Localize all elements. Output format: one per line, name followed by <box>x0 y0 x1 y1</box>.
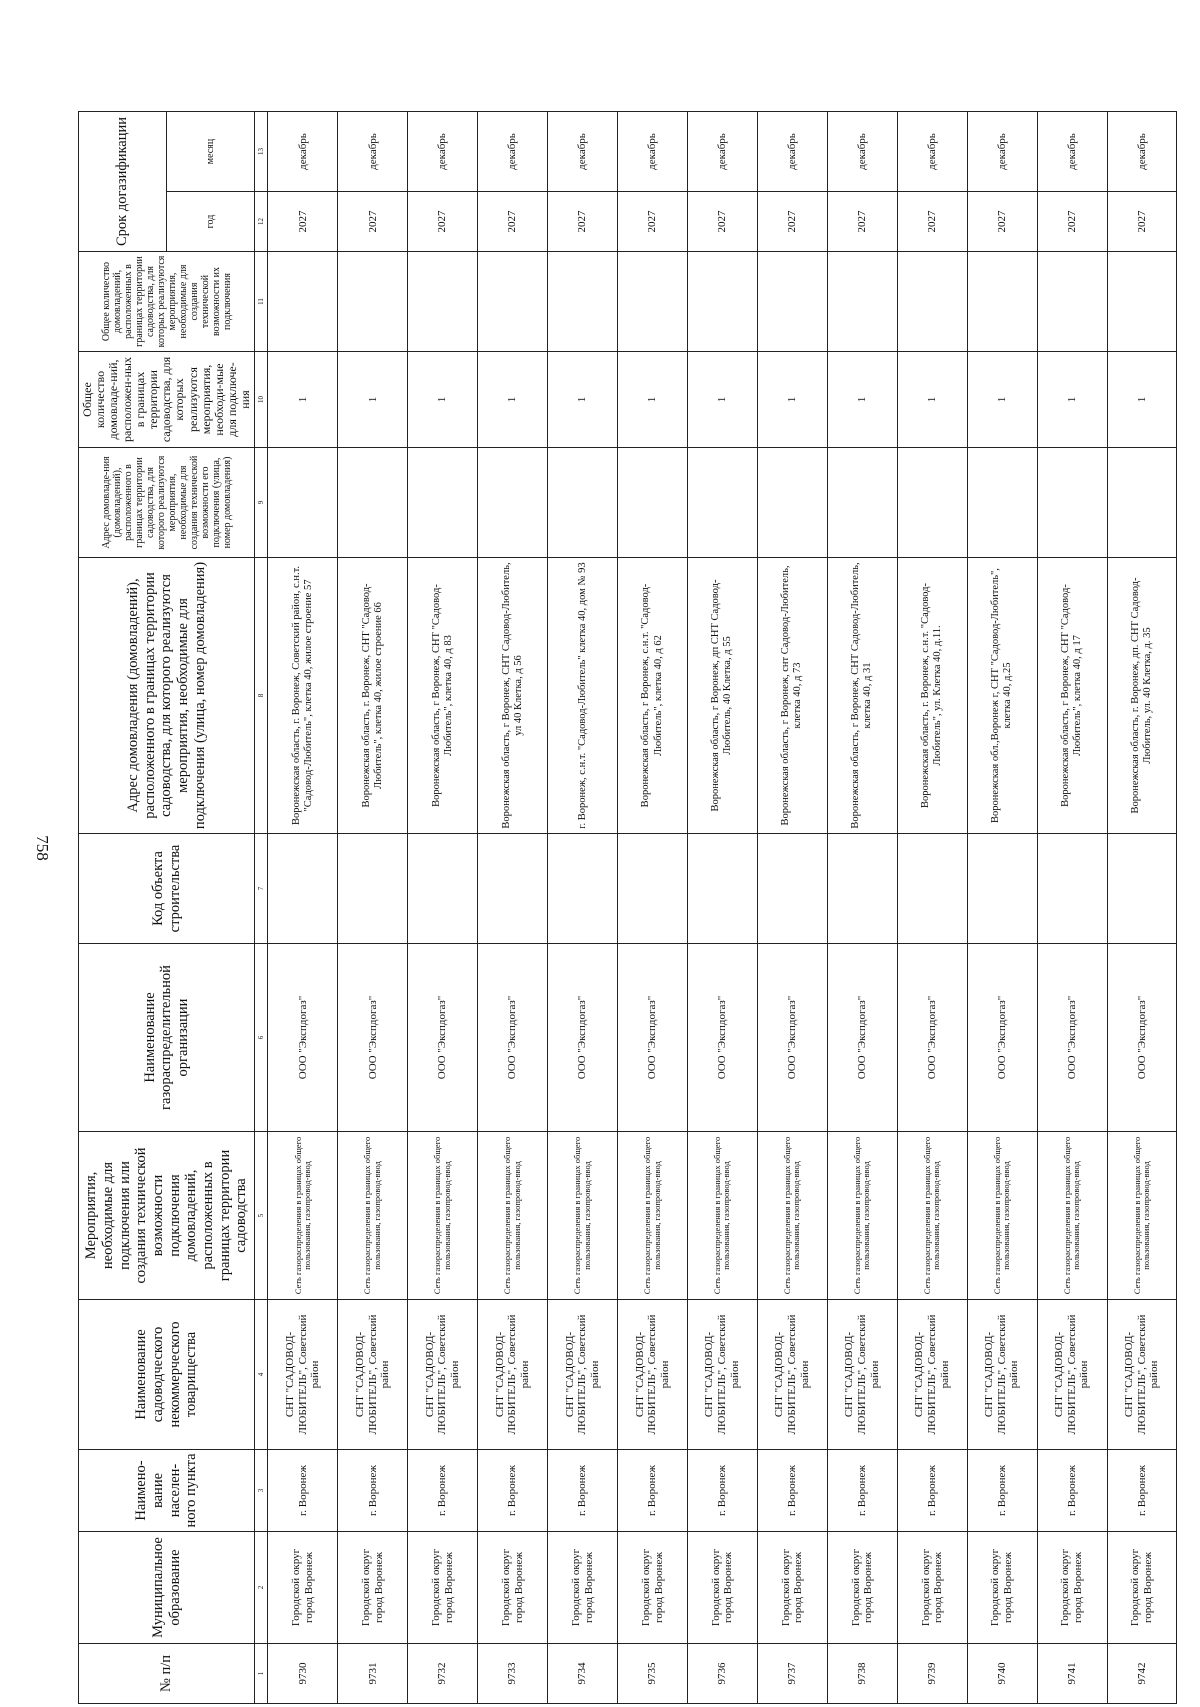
gasification-table <box>78 111 1177 1704</box>
header-settlement: Наимено-вание населен-ного пункта <box>79 1450 255 1532</box>
deadline-month: декабрь <box>338 111 408 191</box>
address-capability <box>1037 448 1107 558</box>
column-number: 1 <box>255 1644 268 1704</box>
column-number: 8 <box>255 558 268 834</box>
deadline-month: декабрь <box>1037 111 1107 191</box>
snt-name: СНТ "САДОВОД-ЛЮБИТЕЛЬ", Советский район <box>687 1300 757 1450</box>
settlement: г. Воронеж <box>897 1450 967 1532</box>
gas-org: ООО "Экспдогаз" <box>757 944 827 1132</box>
object-code <box>967 834 1037 944</box>
table-row <box>618 111 688 1703</box>
address-capability <box>408 448 478 558</box>
column-number: 13 <box>255 111 268 191</box>
row-number: 9732 <box>408 1644 478 1704</box>
settlement: г. Воронеж <box>478 1450 548 1532</box>
address-capability <box>897 448 967 558</box>
deadline-year: 2027 <box>408 192 478 252</box>
object-code <box>897 834 967 944</box>
municipality: Городской округ город Воронеж <box>478 1532 548 1644</box>
count-connection: 1 <box>1107 352 1177 448</box>
deadline-year: 2027 <box>827 192 897 252</box>
address-capability <box>478 448 548 558</box>
address-capability <box>827 448 897 558</box>
table-row <box>687 111 757 1703</box>
address-connection: Воронежская область, г. Воронеж, с.н.т. "Садовод-Любитель", ул. Клетка 40, д.11. <box>897 558 967 834</box>
deadline-month: декабрь <box>757 111 827 191</box>
municipality: Городской округ город Воронеж <box>338 1532 408 1644</box>
activities: Сеть газораспределения в границах общего пользования, газопровод-ввод <box>268 1132 338 1300</box>
header-activities: Мероприятия, необходимые для подключения или создания технической возможности подключения домовладений, расположенных в границах территории садоводства <box>79 1132 255 1300</box>
count-capability <box>268 252 338 352</box>
row-number: 9738 <box>827 1644 897 1704</box>
table-row <box>408 111 478 1703</box>
settlement: г. Воронеж <box>338 1450 408 1532</box>
snt-name: СНТ "САДОВОД-ЛЮБИТЕЛЬ", Советский район <box>757 1300 827 1450</box>
object-code <box>338 834 408 944</box>
row-number: 9736 <box>687 1644 757 1704</box>
row-number: 9730 <box>268 1644 338 1704</box>
deadline-month: декабрь <box>268 111 338 191</box>
deadline-year: 2027 <box>478 192 548 252</box>
count-capability <box>827 252 897 352</box>
gas-org: ООО "Экспдогаз" <box>827 944 897 1132</box>
count-connection: 1 <box>268 352 338 448</box>
row-number: 9740 <box>967 1644 1037 1704</box>
count-capability <box>338 252 408 352</box>
count-connection: 1 <box>548 352 618 448</box>
activities: Сеть газораспределения в границах общего пользования, газопровод-ввод <box>408 1132 478 1300</box>
snt-name: СНТ "САДОВОД-ЛЮБИТЕЛЬ", Советский район <box>268 1300 338 1450</box>
object-code <box>687 834 757 944</box>
settlement: г. Воронеж <box>408 1450 478 1532</box>
activities: Сеть газораспределения в границах общего пользования, газопровод-ввод <box>757 1132 827 1300</box>
header-address-connection: Адрес домовладения (домовладений), расположенного в границах территории садоводства, для которого реализуются мероприятия, необходимые для подключения (улица, номер домовладения) <box>79 558 255 834</box>
gas-org: ООО "Экспдогаз" <box>338 944 408 1132</box>
deadline-month: декабрь <box>687 111 757 191</box>
table-row <box>548 111 618 1703</box>
object-code <box>548 834 618 944</box>
deadline-year: 2027 <box>897 192 967 252</box>
gas-org: ООО "Экспдогаз" <box>268 944 338 1132</box>
settlement: г. Воронеж <box>1037 1450 1107 1532</box>
deadline-month: декабрь <box>967 111 1037 191</box>
object-code <box>268 834 338 944</box>
gas-org: ООО "Экспдогаз" <box>478 944 548 1132</box>
count-capability <box>1107 252 1177 352</box>
municipality: Городской округ город Воронеж <box>687 1532 757 1644</box>
settlement: г. Воронеж <box>757 1450 827 1532</box>
deadline-month: декабрь <box>408 111 478 191</box>
snt-name: СНТ "САДОВОД-ЛЮБИТЕЛЬ", Советский район <box>1037 1300 1107 1450</box>
object-code <box>1037 834 1107 944</box>
header-snt: Наименование садоводческого некоммерческого товарищества <box>79 1300 255 1450</box>
gas-org: ООО "Экспдогаз" <box>548 944 618 1132</box>
gas-org: ООО "Экспдогаз" <box>1037 944 1107 1132</box>
table-row <box>1037 111 1107 1703</box>
gas-org: ООО "Экспдогаз" <box>967 944 1037 1132</box>
count-capability <box>408 252 478 352</box>
snt-name: СНТ "САДОВОД-ЛЮБИТЕЛЬ", Советский район <box>478 1300 548 1450</box>
deadline-year: 2027 <box>338 192 408 252</box>
header-gas-org: Наименование газораспределительной организации <box>79 944 255 1132</box>
address-capability <box>618 448 688 558</box>
column-number: 2 <box>255 1532 268 1644</box>
column-number: 4 <box>255 1300 268 1450</box>
table-row <box>478 111 548 1703</box>
deadline-year: 2027 <box>548 192 618 252</box>
rotated-table-container <box>78 112 1173 1704</box>
table-row <box>338 111 408 1703</box>
header-num: № п/п <box>79 1644 255 1704</box>
column-number: 7 <box>255 834 268 944</box>
address-connection: Воронежская область, г Воронеж, СНТ Садовод-Любитель, ул 40 Клетка, д 56 <box>478 558 548 834</box>
address-capability <box>268 448 338 558</box>
settlement: г. Воронеж <box>967 1450 1037 1532</box>
deadline-year: 2027 <box>687 192 757 252</box>
row-number: 9739 <box>897 1644 967 1704</box>
gas-org: ООО "Экспдогаз" <box>897 944 967 1132</box>
object-code <box>757 834 827 944</box>
header-municipality: Муниципальное образование <box>79 1532 255 1644</box>
activities: Сеть газораспределения в границах общего пользования, газопровод-ввод <box>548 1132 618 1300</box>
count-connection: 1 <box>687 352 757 448</box>
deadline-month: декабрь <box>897 111 967 191</box>
address-connection: Воронежская область, г Воронеж, СНТ "Садовод-Любитель", клетка 40, д 83 <box>408 558 478 834</box>
activities: Сеть газораспределения в границах общего пользования, газопровод-ввод <box>478 1132 548 1300</box>
deadline-year: 2027 <box>1037 192 1107 252</box>
activities: Сеть газораспределения в границах общего пользования, газопровод-ввод <box>967 1132 1037 1300</box>
gas-org: ООО "Экспдогаз" <box>687 944 757 1132</box>
address-capability <box>1107 448 1177 558</box>
page-number: 758 <box>33 835 52 861</box>
address-capability <box>338 448 408 558</box>
address-connection: Воронежская область, г. Воронеж, дп. СНТ Садовод-Любитель, ул. 40 Клетка, д. 35 <box>1107 558 1177 834</box>
address-connection: Воронежская область, г. Воронеж, СНТ "Садовод-Любитель", клетка 40, жилое строение 66 <box>338 558 408 834</box>
count-connection: 1 <box>408 352 478 448</box>
count-capability <box>478 252 548 352</box>
column-number: 10 <box>255 352 268 448</box>
address-connection: Воронежская обл.,Воронеж г, СНТ "Садовод-Любитель", клетка 40, д.25 <box>967 558 1037 834</box>
municipality: Городской округ город Воронеж <box>897 1532 967 1644</box>
activities: Сеть газораспределения в границах общего пользования, газопровод-ввод <box>1107 1132 1177 1300</box>
column-number: 9 <box>255 448 268 558</box>
column-number: 11 <box>255 252 268 352</box>
settlement: г. Воронеж <box>687 1450 757 1532</box>
activities: Сеть газораспределения в границах общего пользования, газопровод-ввод <box>338 1132 408 1300</box>
settlement: г. Воронеж <box>1107 1450 1177 1532</box>
deadline-month: декабрь <box>478 111 548 191</box>
count-connection: 1 <box>478 352 548 448</box>
column-number: 5 <box>255 1132 268 1300</box>
settlement: г. Воронеж <box>548 1450 618 1532</box>
snt-name: СНТ "САДОВОД-ЛЮБИТЕЛЬ", Советский район <box>967 1300 1037 1450</box>
count-connection: 1 <box>757 352 827 448</box>
table-row <box>1107 111 1177 1703</box>
deadline-year: 2027 <box>618 192 688 252</box>
snt-name: СНТ "САДОВОД-ЛЮБИТЕЛЬ", Советский район <box>827 1300 897 1450</box>
header-deadline: Срок догазификации <box>79 111 167 251</box>
deadline-month: декабрь <box>618 111 688 191</box>
column-number: 6 <box>255 944 268 1132</box>
count-capability <box>757 252 827 352</box>
address-connection: г. Воронеж, с.н.т. "Садовод-Любитель" клетка 40, дом № 93 <box>548 558 618 834</box>
municipality: Городской округ город Воронеж <box>1037 1532 1107 1644</box>
gas-org: ООО "Экспдогаз" <box>408 944 478 1132</box>
object-code <box>1107 834 1177 944</box>
row-number: 9735 <box>618 1644 688 1704</box>
address-capability <box>548 448 618 558</box>
settlement: г. Воронеж <box>618 1450 688 1532</box>
table-row <box>268 111 338 1703</box>
object-code <box>408 834 478 944</box>
count-capability <box>967 252 1037 352</box>
row-number: 9737 <box>757 1644 827 1704</box>
count-capability <box>687 252 757 352</box>
deadline-year: 2027 <box>268 192 338 252</box>
address-capability <box>967 448 1037 558</box>
row-number: 9734 <box>548 1644 618 1704</box>
municipality: Городской округ город Воронеж <box>1107 1532 1177 1644</box>
address-connection: Воронежская область, г Воронеж, дп СНТ Садовод-Любитель, 40 Клетка, д 55 <box>687 558 757 834</box>
settlement: г. Воронеж <box>268 1450 338 1532</box>
deadline-year: 2027 <box>757 192 827 252</box>
object-code <box>827 834 897 944</box>
activities: Сеть газораспределения в границах общего пользования, газопровод-ввод <box>897 1132 967 1300</box>
table-row <box>897 111 967 1703</box>
header-year: год <box>167 192 255 252</box>
municipality: Городской округ город Воронеж <box>967 1532 1037 1644</box>
object-code <box>478 834 548 944</box>
count-capability <box>548 252 618 352</box>
deadline-month: декабрь <box>1107 111 1177 191</box>
column-numbers-row <box>255 111 268 1703</box>
activities: Сеть газораспределения в границах общего пользования, газопровод-ввод <box>827 1132 897 1300</box>
activities: Сеть газораспределения в границах общего пользования, газопровод-ввод <box>1037 1132 1107 1300</box>
gas-org: ООО "Экспдогаз" <box>618 944 688 1132</box>
address-connection: Воронежская область, г Воронеж, с.н.т. "Садовод-Любитель", клетка 40, д 62 <box>618 558 688 834</box>
count-connection: 1 <box>1037 352 1107 448</box>
address-capability <box>757 448 827 558</box>
row-number: 9733 <box>478 1644 548 1704</box>
address-connection: Воронежская область, г Воронеж, СНТ "Садовод-Любитель", клетка 40, д 17 <box>1037 558 1107 834</box>
municipality: Городской округ город Воронеж <box>827 1532 897 1644</box>
municipality: Городской округ город Воронеж <box>757 1532 827 1644</box>
municipality: Городской округ город Воронеж <box>618 1532 688 1644</box>
activities: Сеть газораспределения в границах общего пользования, газопровод-ввод <box>687 1132 757 1300</box>
deadline-year: 2027 <box>967 192 1037 252</box>
count-capability <box>897 252 967 352</box>
snt-name: СНТ "САДОВОД-ЛЮБИТЕЛЬ", Советский район <box>548 1300 618 1450</box>
row-number: 9731 <box>338 1644 408 1704</box>
snt-name: СНТ "САДОВОД-ЛЮБИТЕЛЬ", Советский район <box>618 1300 688 1450</box>
header-month: месяц <box>167 111 255 191</box>
column-number: 12 <box>255 192 268 252</box>
row-number: 9741 <box>1037 1644 1107 1704</box>
snt-name: СНТ "САДОВОД-ЛЮБИТЕЛЬ", Советский район <box>1107 1300 1177 1450</box>
address-connection: Воронежская область, г Воронеж, СНТ Садовод-Любитель, клетка 40, д 31 <box>827 558 897 834</box>
deadline-month: декабрь <box>548 111 618 191</box>
snt-name: СНТ "САДОВОД-ЛЮБИТЕЛЬ", Советский район <box>338 1300 408 1450</box>
settlement: г. Воронеж <box>827 1450 897 1532</box>
table-row <box>827 111 897 1703</box>
address-connection: Воронежская область, г. Воронеж, Советский район, с.н.т. "Садовод-Любитель", клетка 40, жилое строение 57 <box>268 558 338 834</box>
count-connection: 1 <box>967 352 1037 448</box>
count-connection: 1 <box>338 352 408 448</box>
activities: Сеть газораспределения в границах общего пользования, газопровод-ввод <box>618 1132 688 1300</box>
table-row <box>757 111 827 1703</box>
address-capability <box>687 448 757 558</box>
gas-org: ООО "Экспдогаз" <box>1107 944 1177 1132</box>
count-connection: 1 <box>897 352 967 448</box>
object-code <box>618 834 688 944</box>
column-number: 3 <box>255 1450 268 1532</box>
deadline-month: декабрь <box>827 111 897 191</box>
count-connection: 1 <box>618 352 688 448</box>
snt-name: СНТ "САДОВОД-ЛЮБИТЕЛЬ", Советский район <box>897 1300 967 1450</box>
count-connection: 1 <box>827 352 897 448</box>
header-object-code: Код объекта строительства <box>79 834 255 944</box>
municipality: Городской округ город Воронеж <box>548 1532 618 1644</box>
municipality: Городской округ город Воронеж <box>408 1532 478 1644</box>
header-count-capability: Общее количество домовладений, расположенных в границах территории садоводства, для которых реализуются мероприятия, необходимые для создания технической возможности их подключения <box>79 252 255 352</box>
address-connection: Воронежская область, г Воронеж, снт Садовод-Любитель, клетка 40, д 73 <box>757 558 827 834</box>
row-number: 9742 <box>1107 1644 1177 1704</box>
header-count-connection: Общее количество домовладе-ний, расположен-ных в границах территории садоводства, для которых реализуются мероприятия, необходи-мые для подключе-ния <box>79 352 255 448</box>
header-address-capability: Адрес домовладе-ния (домовладений), расположенного в границах территории садоводства, для которого реализуются мероприятия, необходимые для создания технической возможности его подключения (улица, номер домовладения) <box>79 448 255 558</box>
deadline-year: 2027 <box>1107 192 1177 252</box>
snt-name: СНТ "САДОВОД-ЛЮБИТЕЛЬ", Советский район <box>408 1300 478 1450</box>
count-capability <box>1037 252 1107 352</box>
municipality: Городской округ город Воронеж <box>268 1532 338 1644</box>
count-capability <box>618 252 688 352</box>
table-row <box>967 111 1037 1703</box>
